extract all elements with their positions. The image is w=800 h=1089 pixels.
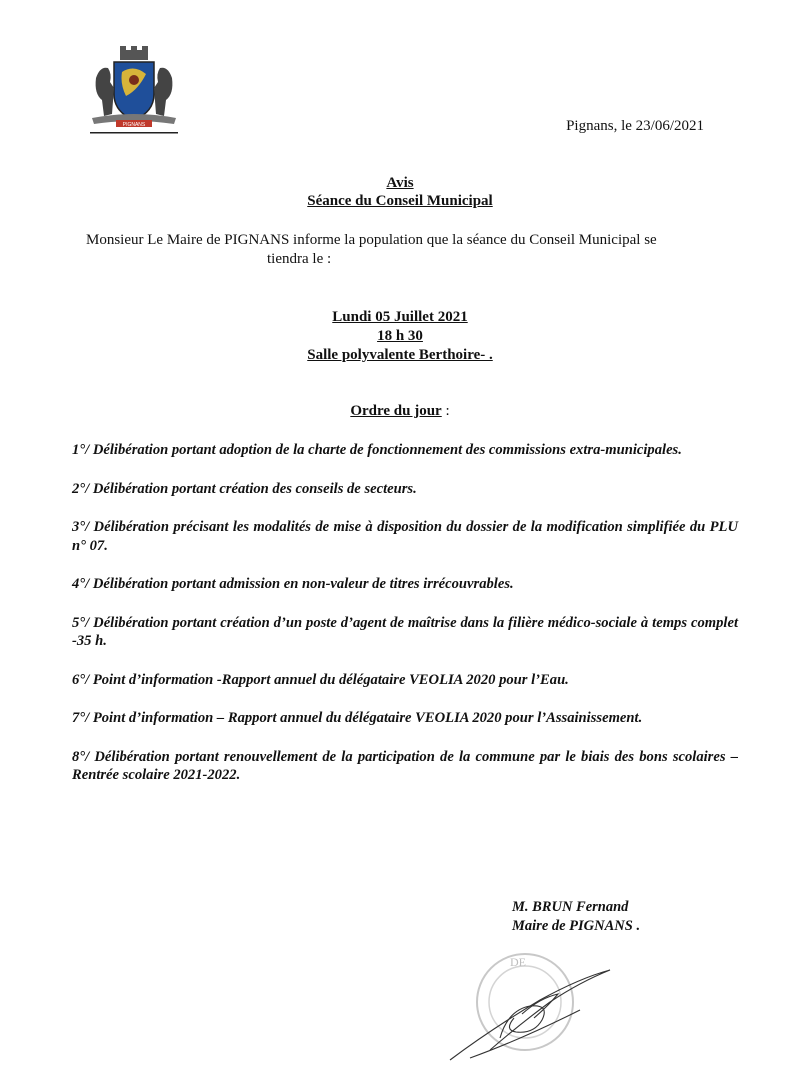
agenda-list bbox=[72, 441, 738, 805]
agenda-item: 4°/ Délibération portant admission en non-valeur de titres irrécouvrables. bbox=[72, 576, 514, 592]
notice-subtitle bbox=[0, 192, 800, 210]
agenda-heading-suffix: : bbox=[441, 403, 450, 419]
signatory bbox=[512, 898, 640, 936]
meeting-time: 18 h 30 bbox=[377, 328, 423, 344]
agenda-heading bbox=[0, 403, 800, 420]
handwritten-signature-icon bbox=[450, 970, 610, 1060]
agenda-item: 2°/ Délibération portant création des conseils de secteurs. bbox=[72, 480, 417, 497]
meeting-date: Lundi 05 Juillet 2021 bbox=[332, 309, 468, 325]
agenda-heading-text: Ordre du jour bbox=[350, 403, 442, 419]
agenda-item: 6°/ Point d’information -Rapport annuel du délégataire VEOLIA 2020 pour l’Eau. bbox=[72, 671, 569, 688]
crest-banner-text: PIGNANS bbox=[122, 122, 146, 128]
signatory-role: Maire de PIGNANS . bbox=[512, 918, 641, 934]
meeting-place: Salle polyvalente Berthoire- . bbox=[307, 347, 493, 363]
mairie-stamp-icon bbox=[430, 940, 630, 1070]
agenda-item: 8°/ Délibération portant renouvellement de la participation de la commune par le biais des bons scolaires – Rentrée scolaire 2021-2022. bbox=[72, 748, 738, 783]
intro-line-2: tiendra le : bbox=[267, 251, 332, 267]
agenda-item: 7°/ Point d’information – Rapport annuel du délégataire VEOLIA 2020 pour l’Assainissement. bbox=[72, 710, 643, 726]
notice-title: Avis bbox=[386, 175, 414, 191]
intro-line-1: Monsieur Le Maire de PIGNANS informe la population que la séance du Conseil Municipal se bbox=[86, 232, 657, 248]
agenda-item: 5°/ Délibération portant création d’un poste d’agent de maîtrise dans la filière médico-sociale à temps complet -35 h. bbox=[72, 614, 738, 649]
intro-paragraph bbox=[86, 231, 740, 269]
subtitle-text: Séance du Conseil Municipal bbox=[307, 193, 493, 209]
agenda-item: 1°/ Délibération portant adoption de la charte de fonctionnement des commissions extra-municipales. bbox=[72, 442, 682, 458]
coat-of-arms-icon bbox=[86, 44, 182, 136]
agenda-item: 3°/ Délibération précisant les modalités de mise à disposition du dossier de la modification simplifiée du PLU n° 07. bbox=[72, 519, 738, 554]
signatory-name: M. BRUN Fernand bbox=[512, 899, 629, 915]
stamp-text: DE bbox=[510, 955, 526, 969]
place-date: Pignans, le 23/06/2021 bbox=[566, 118, 704, 134]
meeting-details bbox=[0, 308, 800, 365]
